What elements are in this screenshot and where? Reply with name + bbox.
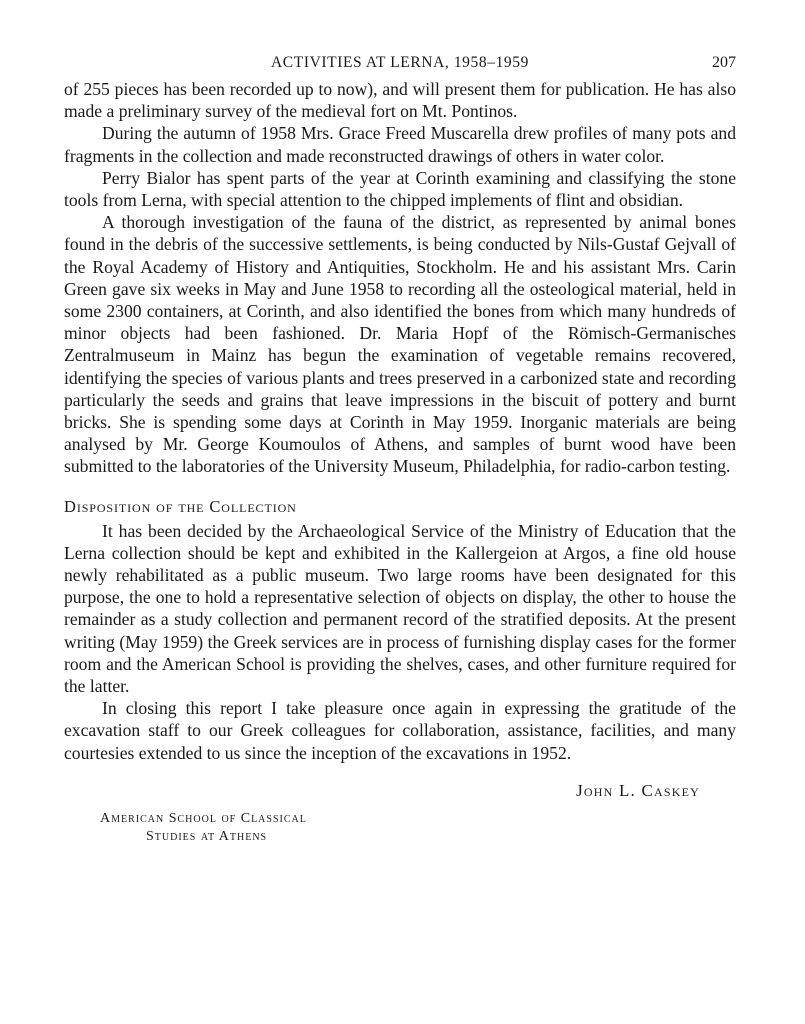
paragraph-continuation: of 255 pieces has been recorded up to now), and will present them for publication. He has also made a preliminary survey of the medieval fort on Mt. Pontinos.	[64, 79, 736, 122]
paragraph-closing: In closing this report I take pleasure once again in expressing the gratitude of the excavation staff to our Greek colleagues for collaboration, assistance, facilities, and many courtesies extended to us since the inception of the excavations in 1952.	[64, 698, 736, 763]
paragraph-fauna: A thorough investigation of the fauna of the district, as represented by animal bones found in the debris of the successive settlements, is being conducted by Nils-Gustaf Gejvall of the Royal Academy of History and Antiquities, Stockholm. He and his assistant Mrs. Carin Green gave six weeks in May and June 1958 to recording all the osteological material, held in some 2300 containers, at Corinth, and also identified the bones from which many hundreds of minor objects had been fashioned. Dr. Maria Hopf of the Römisch-Germanisches Zentralmuseum in Mainz has begun the examination of vegetable remains recovered, identifying the species of various plants and trees preserved in a carbonized state and recording particularly the seeds and grains that leave impressions in the biscuit of pottery and burnt bricks. She is spending some days at Corinth in May 1959. Inorganic materials are being analysed by Mr. George Koumoulos of Athens, and samples of burnt wood have been submitted to the laboratories of the University Museum, Philadelphia, for radio-carbon testing.	[64, 212, 736, 477]
section-heading: Disposition of the Collection	[64, 496, 297, 516]
paragraph-muscarella: During the autumn of 1958 Mrs. Grace Freed Muscarella drew profiles of many pots and fragments in the collection and made reconstructed drawings of others in water color.	[64, 123, 736, 166]
paragraph-disposition: It has been decided by the Archaeological Service of the Ministry of Education that the Lerna collection should be kept and exhibited in the Kallergeion at Argos, a fine old house newly rehabilitated as a public museum. Two large rooms have been designated for this purpose, the one to hold a representative selection of objects on display, the other to house the remainder as a study collection and permanent record of the stratified deposits. At the present writing (May 1959) the Greek services are in process of furnishing display cases for the former room and the American School is providing the shelves, cases, and other furniture required for the latter.	[64, 520, 736, 697]
paragraph-bialor: Perry Bialor has spent parts of the year at Corinth examining and classifying the stone tools from Lerna, with special attention to the chipped implements of flint and obsidian.	[64, 167, 736, 211]
author-signature: John L. Caskey	[576, 780, 700, 800]
running-head	[64, 50, 736, 78]
affiliation-line-1: American School of Classical	[100, 810, 307, 826]
affiliation-line-2: Studies at Athens	[146, 828, 268, 844]
page	[64, 50, 736, 846]
affiliation	[100, 810, 736, 846]
page-number: 207	[712, 54, 736, 71]
running-title: ACTIVITIES AT LERNA, 1958–1959	[271, 54, 529, 71]
